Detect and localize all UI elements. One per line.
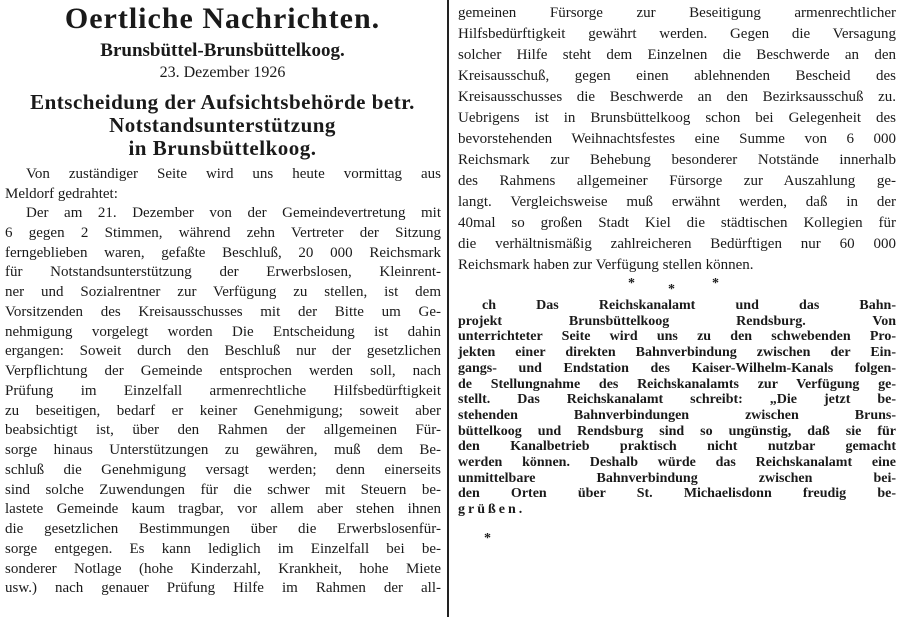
- text-line: Reichsmark haben zur Verfügung stellen können.: [458, 257, 754, 273]
- text-line: büttelkoog und Rendsburg sind so ungünstig, daß sie für: [458, 423, 896, 439]
- text-line: beabsichtigt ist, über den Rahmen der allgemeinen Für-: [5, 422, 441, 439]
- text-line: Prüfung im Einzelfall armenrechtliche Hilfsbedürftigkeit: [5, 382, 441, 399]
- text-line: bevorstehenden Weihnachtsfestes eine Summe von 6 000: [458, 131, 896, 147]
- text-line: 40mal so großen Stadt Kiel die städtischen Kollegien für: [458, 215, 896, 231]
- text-line: für Notstandsunterstützung der Erwerbslosen, Kleinrent-: [5, 264, 441, 281]
- text-line: 6 gegen 2 Stimmen, während zehn Vertreter der Sitzung: [5, 224, 441, 241]
- text-line: gemeinen Fürsorge zur Beseitigung armenrechtlicher: [458, 5, 896, 21]
- text-line: Kreisausschusses die Beschwerde an den Bezirksausschuß zu.: [458, 89, 896, 105]
- text-line: solcher Hilfe steht dem Einzelnen die Beschwerde an den: [458, 47, 896, 63]
- text-line: grüßen.: [458, 502, 526, 518]
- text-line: Meldorf gedrahtet:: [5, 186, 118, 202]
- text-line: stehenden Bahnverbindungen zwischen Bruns-: [458, 407, 896, 423]
- text-line: sind solche Zuwendungen für die schwer mit Steuern be-: [5, 481, 441, 498]
- separator-star-icon: *: [628, 276, 635, 291]
- text-line: zu beseitigen, bedarf er keiner Genehmigung; soweit aber: [5, 402, 441, 419]
- separator-star-icon: *: [668, 282, 675, 297]
- text-line: nehmigung vorgelegt worden Die Entscheidung ist dahin: [5, 323, 441, 340]
- text-line: die gesetzlichen Bestimmungen über die Erwerbslosenfür-: [5, 521, 441, 537]
- text-line: ch Das Reichskanalamt und das Bahn-: [482, 298, 896, 313]
- text-line: langt. Vergleichsweise muß erwähnt werden, daß in der: [458, 194, 896, 210]
- text-line: Der am 21. Dezember von der Gemeindevertretung mit: [26, 205, 441, 221]
- article-headline-line: Entscheidung der Aufsichtsbehörde betr.: [30, 90, 415, 114]
- text-line: de Stellungnahme des Reichskanalamts zur Verfügung ge-: [458, 376, 896, 392]
- text-line: sorge hinaus Unterstützungen zu gewähren, muß dem Be-: [5, 442, 441, 458]
- text-line: des Rahmens allgemeiner Fürsorge zur Auszahlung ge-: [458, 173, 896, 189]
- text-line: unterrichteter Seite wird uns zu den schwebenden Pro-: [458, 329, 896, 345]
- text-line: den Kanalbetrieb praktisch nicht nutzbar gemacht: [458, 439, 896, 455]
- text-line: den Orten über St. Michaelisdonn freudig be-: [458, 486, 896, 502]
- text-line: ergangen: Soweit durch den Beschluß nur der gesetzlichen: [5, 343, 441, 360]
- text-line: projekt Brunsbüttelkoog Rendsburg. Von: [458, 313, 896, 329]
- text-line: werden können. Deshalb würde das Reichskanalamt eine: [458, 455, 896, 470]
- text-line: Von zuständiger Seite wird uns heute vormittag aus: [26, 166, 441, 182]
- column-divider: [447, 0, 449, 617]
- text-line: usw.) nach genauer Prüfung Hilfe im Rahmen der all-: [5, 580, 441, 597]
- location-heading: Brunsbüttel-Brunsbüttelkoog.: [100, 40, 345, 61]
- text-line: ferngeblieben waren, gefaßte Beschluß, 20 000 Reichsmark: [5, 244, 441, 261]
- text-line: jekten einer direkten Bahnverbindung zwischen der Ein-: [458, 345, 896, 361]
- text-line: lastete Gemeinde kaum tragbar, vor allem aber stehen ihnen: [5, 501, 441, 518]
- text-line: die verhältnismäßig zahlreicheren Bedürftigen nur 60 000: [458, 236, 896, 252]
- text-line: schluß die Genehmigung versagt werden; denn einerseits: [5, 461, 441, 478]
- text-line: stellt. Das Reichskanalamt schreibt: „Die jetzt be-: [458, 392, 896, 408]
- section-title: Oertliche Nachrichten.: [64, 2, 381, 35]
- text-line: Verpflichtung der Gemeinde entsprochen werden soll, nach: [5, 363, 441, 379]
- text-line: gangs- und Endstation des Kaiser-Wilhelm-Kanals folgen-: [458, 360, 896, 376]
- text-line: Vorsitzenden des Kreisausschusses mit der Bitte um Ge-: [5, 303, 441, 320]
- text-line: Kreisausschuß, gegen einen ablehnenden Bescheid des: [458, 68, 896, 84]
- text-line: unmittelbare Bahnverbindung zwischen bei-: [458, 470, 896, 486]
- article-headline-line: Notstandsunterstützung: [109, 113, 336, 137]
- text-line: sonderer Notlage (hohe Kinderzahl, Krankheit, hohe Miete: [5, 560, 441, 577]
- end-mark: *: [484, 531, 491, 546]
- text-line: Hilfsbedürftigkeit gewährt werden. Gegen die Versagung: [458, 26, 896, 42]
- separator-star-icon: *: [712, 276, 719, 291]
- text-line: sorge entgegen. Es kann lediglich im Einzelfall bei be-: [5, 540, 441, 557]
- text-line: Reichsmark zur Behebung besonderer Notstände innerhalb: [458, 152, 896, 168]
- article-headline-line: in Brunsbüttelkoog.: [128, 136, 317, 160]
- text-line: Uebrigens ist in Brunsbüttelkoog schon bei Gelegenheit des: [458, 110, 896, 126]
- text-line: ner und Sozialrentner zur Verfügung zu stellen, ist dem: [5, 284, 441, 300]
- dateline: 23. Dezember 1926: [159, 64, 286, 81]
